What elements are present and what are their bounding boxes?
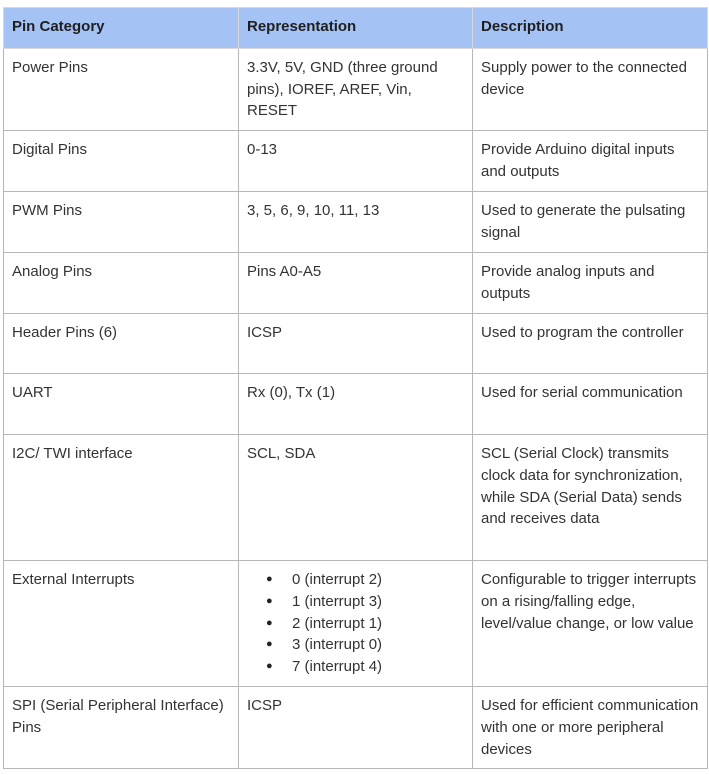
table-row — [4, 374, 708, 435]
interrupt-pin-list — [247, 569, 464, 678]
cell-category: Analog Pins — [4, 253, 239, 314]
cell-description: Used for serial communication — [473, 374, 708, 435]
table-row — [4, 49, 708, 131]
list-item: ● 3 (interrupt 0) — [292, 634, 464, 656]
pin-table-container — [3, 7, 707, 769]
table-row — [4, 314, 708, 374]
table-row — [4, 687, 708, 769]
table-row — [4, 435, 708, 561]
cell-category: Power Pins — [4, 49, 239, 131]
cell-category: UART — [4, 374, 239, 435]
table-row — [4, 131, 708, 192]
header-representation: Representation — [239, 8, 473, 49]
cell-category: Digital Pins — [4, 131, 239, 192]
cell-category: SPI (Serial Peripheral Interface) Pins — [4, 687, 239, 769]
cell-representation: 3.3V, 5V, GND (three ground pins), IOREF, AREF, Vin, RESET — [239, 49, 473, 131]
cell-representation: ICSP — [239, 314, 473, 374]
table-row — [4, 192, 708, 253]
table-row — [4, 253, 708, 314]
pin-category-table — [3, 7, 708, 769]
cell-description: Used to generate the pulsating signal — [473, 192, 708, 253]
list-item: ● 7 (interrupt 4) — [292, 656, 464, 678]
cell-representation: 0-13 — [239, 131, 473, 192]
cell-representation: SCL, SDA — [239, 435, 473, 561]
cell-description: Supply power to the connected device — [473, 49, 708, 131]
cell-category: I2C/ TWI interface — [4, 435, 239, 561]
cell-description: Configurable to trigger interrupts on a rising/falling edge, level/value change, or low value — [473, 561, 708, 687]
cell-category: Header Pins (6) — [4, 314, 239, 374]
cell-representation: 3, 5, 6, 9, 10, 11, 13 — [239, 192, 473, 253]
cell-description: Provide Arduino digital inputs and outputs — [473, 131, 708, 192]
cell-description: SCL (Serial Clock) transmits clock data for synchronization, while SDA (Serial Data) sends and receives data — [473, 435, 708, 561]
cell-category: PWM Pins — [4, 192, 239, 253]
cell-description: Used to program the controller — [473, 314, 708, 374]
table-header-row — [4, 8, 708, 49]
list-item: ● 1 (interrupt 3) — [292, 591, 464, 613]
cell-description: Used for efficient communication with one or more peripheral devices — [473, 687, 708, 769]
cell-representation: Rx (0), Tx (1) — [239, 374, 473, 435]
cell-representation — [239, 561, 473, 687]
table-row — [4, 561, 708, 687]
header-description: Description — [473, 8, 708, 49]
cell-category: External Interrupts — [4, 561, 239, 687]
cell-description: Provide analog inputs and outputs — [473, 253, 708, 314]
list-item: ● 2 (interrupt 1) — [292, 613, 464, 635]
cell-representation: Pins A0-A5 — [239, 253, 473, 314]
list-item: ● 0 (interrupt 2) — [292, 569, 464, 591]
cell-representation: ICSP — [239, 687, 473, 769]
header-pin-category: Pin Category — [4, 8, 239, 49]
